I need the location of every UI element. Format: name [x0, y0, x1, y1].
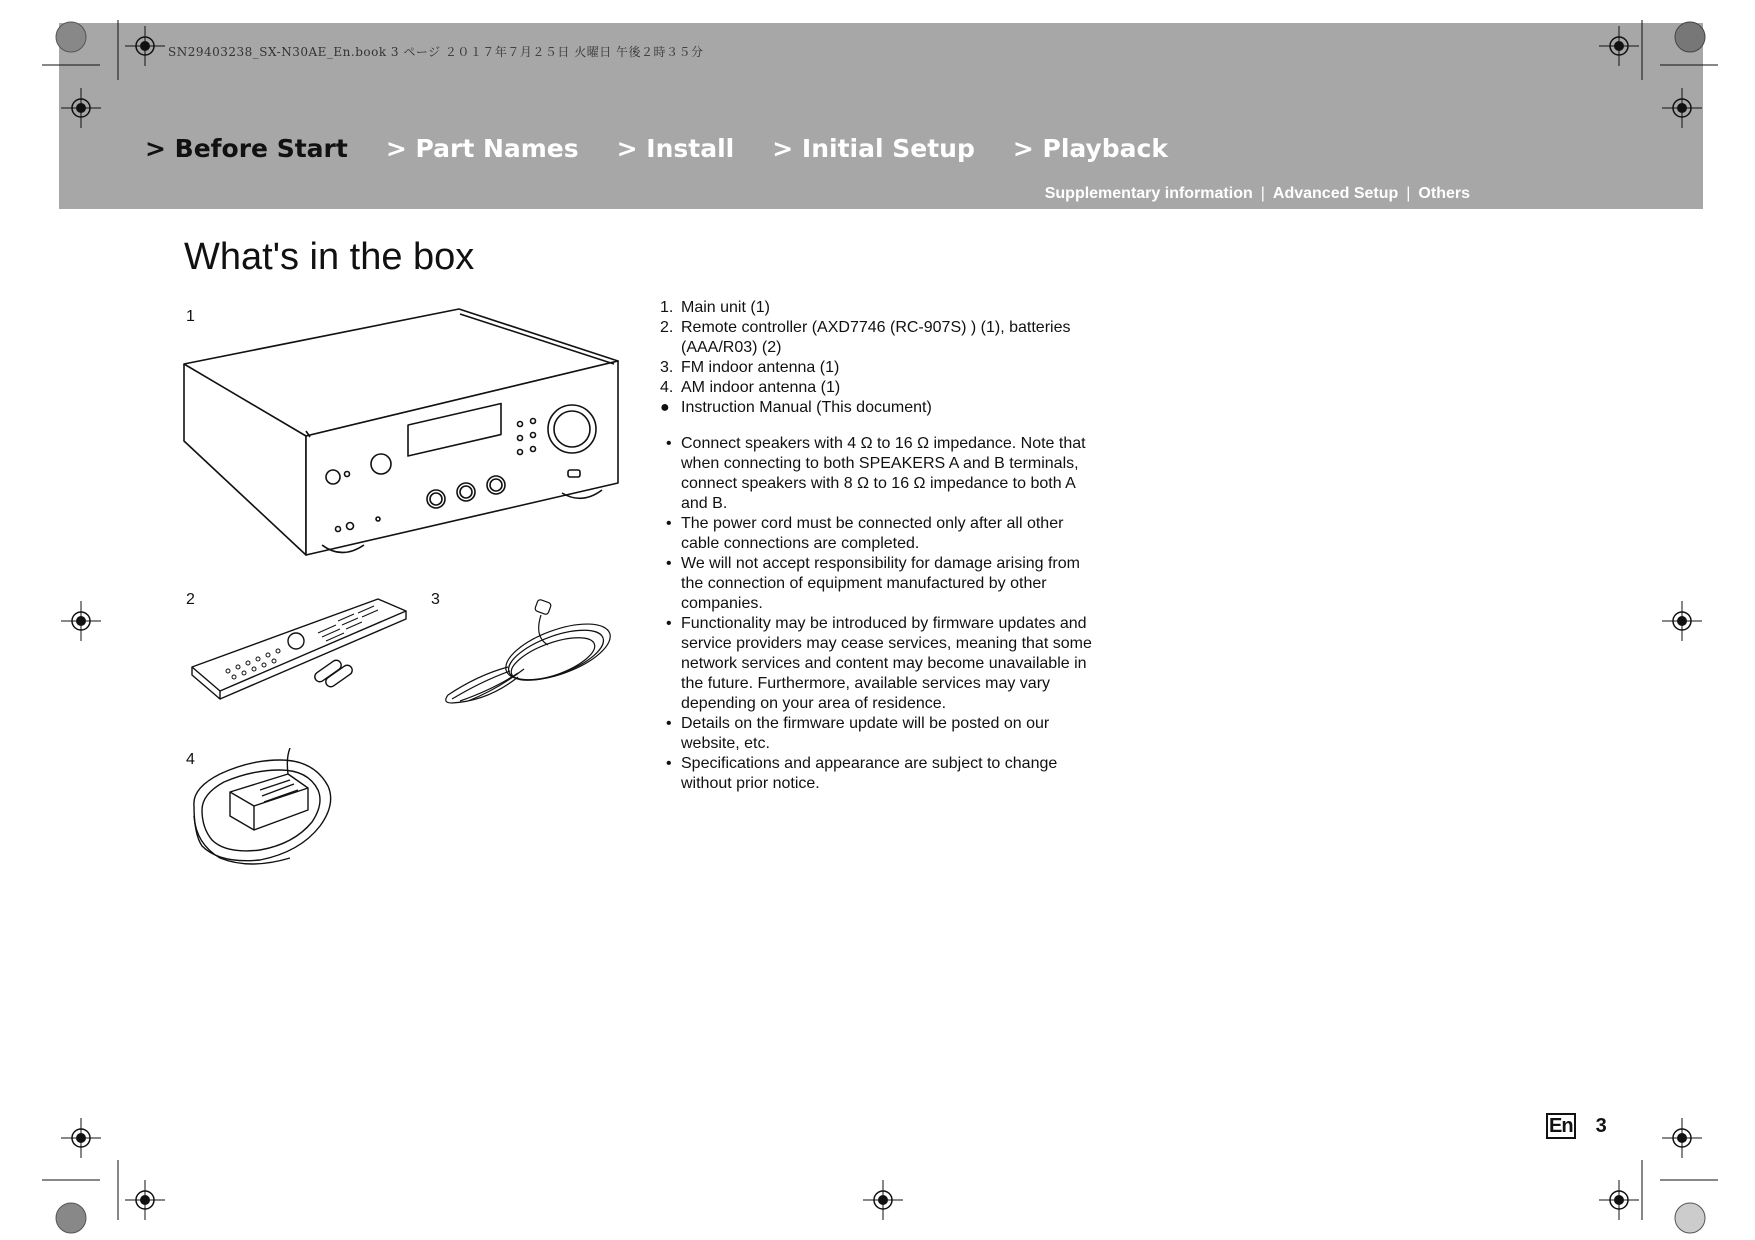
color-wheel-icon — [1640, 20, 1720, 90]
am-antenna-illustration — [190, 748, 350, 870]
tab-before-start[interactable]: > Before Start — [145, 134, 348, 163]
registration-mark-icon — [863, 1180, 903, 1220]
list-item-text: AM indoor antenna (1) — [681, 379, 841, 396]
tab-playback[interactable]: > Playback — [1012, 134, 1168, 163]
note-item — [660, 554, 1100, 614]
figure-label: 2 — [186, 591, 195, 608]
note-text: Details on the firmware update will be posted on our website, etc. — [681, 715, 1050, 752]
list-item — [660, 298, 1100, 318]
bullet-marker: • — [666, 615, 672, 632]
list-item — [660, 398, 1100, 418]
list-marker: 4. — [660, 379, 674, 396]
note-item — [660, 754, 1100, 794]
list-item-text: Remote controller (AXD7746 (RC-907S) ) (1), batteries (AAA/R03) (2) — [681, 319, 1071, 356]
color-wheel-icon — [1640, 1160, 1720, 1235]
list-marker: 1. — [660, 299, 674, 316]
remote-controller-illustration — [188, 595, 408, 705]
note-item — [660, 614, 1100, 714]
list-item — [660, 358, 1100, 378]
language-badge: En — [1546, 1113, 1576, 1139]
registration-mark-icon — [61, 88, 101, 128]
book-meta: SN29403238_SX-N30AE_En.book 3 ページ ２０１７年７月２５日 火曜日 午後２時３５分 — [168, 45, 704, 59]
main-unit-illustration — [182, 305, 622, 560]
tab-initial-setup[interactable]: > Initial Setup — [772, 134, 975, 163]
registration-mark-icon — [1599, 1180, 1639, 1220]
contents-list — [660, 298, 1100, 418]
subnav-separator: | — [1406, 185, 1411, 202]
note-text: Specifications and appearance are subject to change without prior notice. — [681, 755, 1058, 792]
list-item-text: Main unit (1) — [681, 299, 770, 316]
tab-install[interactable]: > Install — [616, 134, 735, 163]
figure-label: 1 — [186, 308, 195, 325]
note-text: Functionality may be introduced by firmware updates and service providers may cease services, meaning that some network services and content may become unavailable in the future. Furthermore, available services may vary depending on your area of residence. — [681, 615, 1092, 712]
registration-mark-icon — [125, 1180, 165, 1220]
bullet-marker: • — [666, 755, 672, 772]
note-text: The power cord must be connected only after all other cable connections are completed. — [681, 515, 1064, 552]
bullet-marker: • — [666, 555, 672, 572]
list-marker: ● — [660, 399, 670, 416]
sub-nav — [1045, 185, 1470, 203]
page-number: 3 — [1595, 1114, 1607, 1137]
figure-label: 4 — [186, 751, 195, 768]
list-marker: 3. — [660, 359, 674, 376]
registration-mark-icon — [1599, 26, 1639, 66]
list-marker: 2. — [660, 319, 674, 336]
notes-list — [660, 434, 1100, 794]
section-nav — [145, 134, 1206, 163]
note-text: Connect speakers with 4 Ω to 16 Ω impedance. Note that when connecting to both SPEAKERS A and B terminals, connect speakers with 8 Ω to 16 Ω impedance to both A and B. — [681, 435, 1086, 512]
link-advanced-setup[interactable]: Advanced Setup — [1272, 185, 1399, 202]
color-wheel-icon — [40, 1160, 120, 1235]
note-item — [660, 514, 1100, 554]
bullet-marker: • — [666, 435, 672, 452]
registration-mark-icon — [125, 26, 165, 66]
list-item — [660, 378, 1100, 398]
tab-part-names[interactable]: > Part Names — [385, 134, 579, 163]
registration-mark-icon — [1662, 88, 1702, 128]
note-text: We will not accept responsibility for damage arising from the connection of equipment manufactured by other companies. — [681, 555, 1080, 612]
link-supplementary-information[interactable]: Supplementary information — [1044, 185, 1253, 202]
registration-mark-icon — [1662, 1118, 1702, 1158]
registration-mark-icon — [61, 1118, 101, 1158]
bullet-marker: • — [666, 715, 672, 732]
fm-antenna-illustration — [438, 597, 623, 709]
color-wheel-icon — [40, 20, 120, 90]
registration-mark-icon — [61, 601, 101, 641]
bullet-marker: • — [666, 515, 672, 532]
note-item — [660, 714, 1100, 754]
list-item-text: Instruction Manual (This document) — [681, 399, 932, 416]
box-contents — [660, 298, 1100, 794]
list-item — [660, 318, 1100, 358]
note-item — [660, 434, 1100, 514]
subnav-separator: | — [1260, 185, 1265, 202]
registration-mark-icon — [1662, 601, 1702, 641]
link-others[interactable]: Others — [1418, 185, 1470, 202]
page-footer — [1546, 1113, 1607, 1139]
list-item-text: FM indoor antenna (1) — [681, 359, 840, 376]
page-title: What's in the box — [184, 236, 475, 278]
figure-label: 3 — [431, 591, 440, 608]
